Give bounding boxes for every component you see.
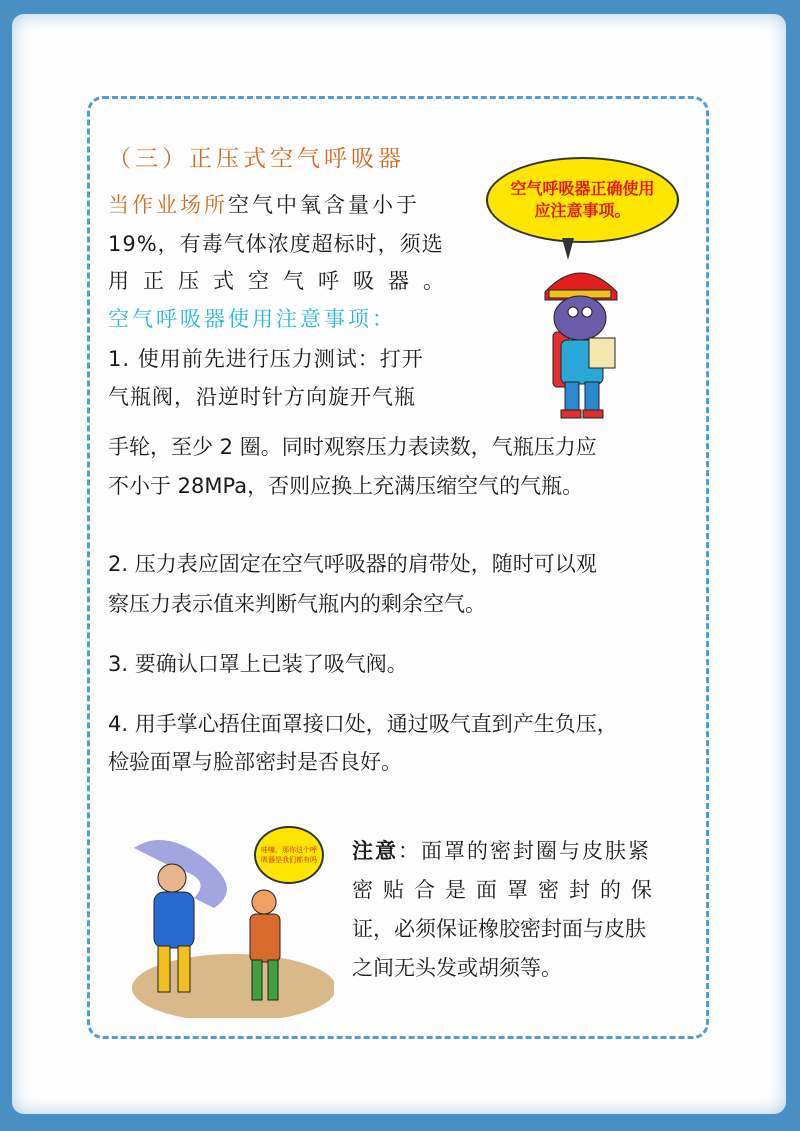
item-3-line-1: 3. 要确认口罩上已装了吸气阀。: [108, 652, 408, 676]
item-4-line-2: 检验面罩与脸部密封是否良好。: [108, 750, 402, 774]
intro-line-2: 19%，有毒气体浓度超标时，须选: [108, 232, 444, 256]
speech-bubble-tail: [562, 238, 574, 260]
intro-lead: 当作业场所: [108, 193, 228, 217]
note-line-2: 密贴合是面罩密封的保: [352, 878, 662, 902]
speech-bubble: 空气呼吸器正确使用应注意事项。: [486, 157, 679, 243]
note-line-1: [352, 832, 651, 870]
note-line-4: 之间无头发或胡须等。: [352, 956, 562, 980]
small-speech-bubble: 哇噻，那你这个呼吸器是我们都有吗: [254, 826, 324, 884]
item-1-line-3: 手轮，至少 2 圈。同时观察压力表读数，气瓶压力应: [108, 435, 597, 459]
subheading: 空气呼吸器使用注意事项：: [108, 307, 396, 331]
item-2-line-1: 2. 压力表应固定在空气呼吸器的肩带处，随时可以观: [108, 552, 597, 576]
intro-line-1: [108, 186, 420, 224]
item-1-line-4: 不小于 28MPa，否则应换上充满压缩空气的气瓶。: [108, 474, 584, 498]
note-line-1-text: ：面罩的密封圈与皮肤紧: [398, 839, 651, 863]
item-1-line-2: 气瓶阀，沿逆时针方向旋开气瓶: [108, 385, 416, 409]
firefighter-illustration: [525, 262, 635, 420]
intro-rest: 空气中氧含量小于: [228, 193, 420, 217]
note-label: 注意: [352, 839, 398, 863]
item-1-line-1: 1. 使用前先进行压力测试：打开: [108, 347, 424, 371]
item-2-line-2: 察压力表示值来判断气瓶内的剩余空气。: [108, 592, 486, 616]
intro-line-3: 用正压式空气呼吸器。: [108, 269, 458, 293]
section-heading: （三）正压式空气呼吸器: [108, 146, 405, 172]
item-4-line-1: 4. 用手掌心捂住面罩接口处，通过吸气直到产生负压，: [108, 712, 618, 736]
note-line-3: 证，必须保证橡胶密封面与皮肤: [352, 917, 646, 941]
